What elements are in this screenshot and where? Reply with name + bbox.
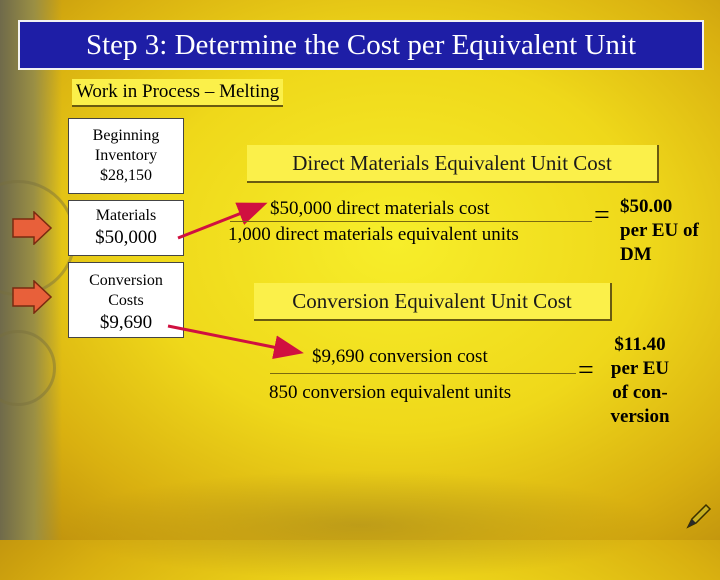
cc-equals-sign: = — [578, 355, 594, 386]
dm-equals-sign: = — [594, 200, 610, 231]
dm-numerator: $50,000 direct materials cost — [270, 198, 490, 219]
cc-numerator: $9,690 conversion cost — [312, 346, 488, 367]
dm-denominator: 1,000 direct materials equivalent units — [228, 224, 519, 245]
cc-result — [600, 333, 680, 429]
result-line: $11.40 — [614, 334, 666, 355]
pencil-icon — [684, 503, 712, 531]
subtitle: Work in Process – Melting — [72, 79, 283, 107]
box-value: $50,000 — [95, 227, 157, 248]
result-line: per EU of — [620, 220, 699, 241]
result-line: $50.00 — [620, 196, 673, 217]
dm-section-header: Direct Materials Equivalent Unit Cost — [247, 145, 659, 183]
box-label: Materials — [95, 207, 157, 224]
cc-section-header: Conversion Equivalent Unit Cost — [254, 283, 612, 321]
box-value: $9,690 — [99, 312, 153, 333]
box-value: $28,150 — [100, 167, 152, 184]
connector-arrow-icon — [168, 326, 298, 352]
box-label: Costs — [108, 292, 144, 309]
cc-denominator: 850 conversion equivalent units — [269, 382, 512, 403]
dm-fraction-line — [230, 221, 592, 222]
box-label: Beginning — [92, 127, 160, 144]
slide-title: Step 3: Determine the Cost per Equivalent Unit — [85, 28, 637, 61]
dm-result — [620, 195, 699, 267]
box-label: Conversion — [89, 272, 163, 289]
cc-fraction-line — [270, 373, 576, 374]
result-line: of con- — [612, 382, 668, 403]
result-line: version — [610, 406, 670, 427]
box-label: Inventory — [94, 147, 158, 164]
result-line: per EU — [610, 358, 670, 379]
result-line: DM — [620, 244, 652, 265]
